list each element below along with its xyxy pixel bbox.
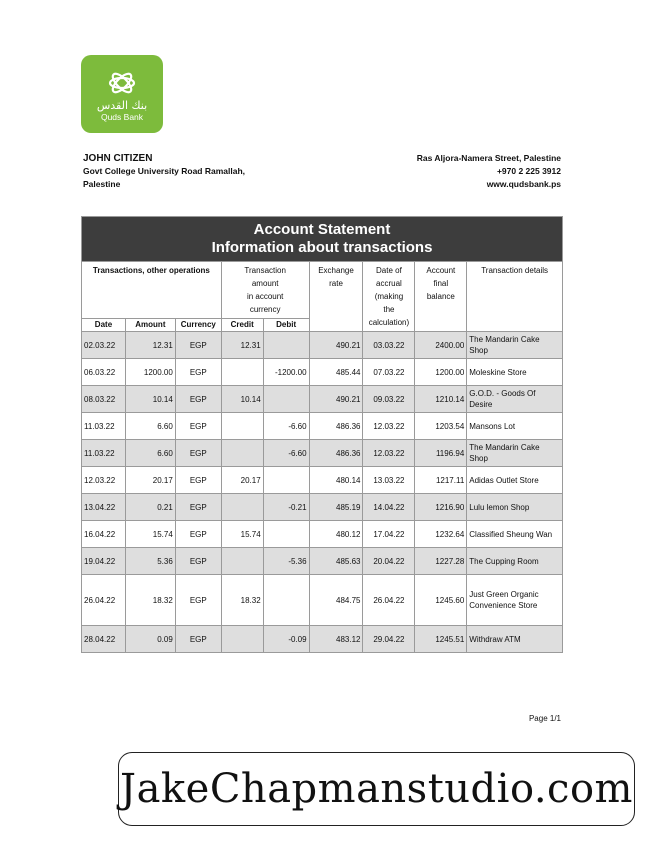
cell-date: 06.03.22 xyxy=(82,359,126,386)
table-row xyxy=(82,386,563,413)
cell-amount: 15.74 xyxy=(125,521,175,548)
table-row xyxy=(82,626,563,653)
customer-address xyxy=(83,152,245,191)
cell-credit: 20.17 xyxy=(221,467,263,494)
cell-currency: EGP xyxy=(175,521,221,548)
cell-exchange-rate: 490.21 xyxy=(309,386,363,413)
cell-amount: 0.09 xyxy=(125,626,175,653)
cell-currency: EGP xyxy=(175,359,221,386)
cell-credit xyxy=(221,548,263,575)
cell-exchange-rate: 480.14 xyxy=(309,467,363,494)
bank-logo xyxy=(81,55,163,133)
cell-amount: 6.60 xyxy=(125,413,175,440)
cell-exchange-rate: 485.19 xyxy=(309,494,363,521)
header-transactions-group: Transactions, other operations xyxy=(82,262,222,319)
cell-credit: 10.14 xyxy=(221,386,263,413)
cell-exchange-rate: 484.75 xyxy=(309,575,363,626)
header-credit: Credit xyxy=(221,319,263,332)
bank-website: www.qudsbank.ps xyxy=(486,179,561,189)
cell-currency: EGP xyxy=(175,440,221,467)
cell-balance: 1227.28 xyxy=(415,548,467,575)
cell-exchange-rate: 480.12 xyxy=(309,521,363,548)
cell-credit: 18.32 xyxy=(221,575,263,626)
watermark-banner xyxy=(118,752,635,826)
table-row xyxy=(82,332,563,359)
cell-date: 08.03.22 xyxy=(82,386,126,413)
cell-date: 26.04.22 xyxy=(82,575,126,626)
cell-currency: EGP xyxy=(175,494,221,521)
cell-currency: EGP xyxy=(175,467,221,494)
cell-balance: 1203.54 xyxy=(415,413,467,440)
cell-date: 16.04.22 xyxy=(82,521,126,548)
cell-balance: 1245.51 xyxy=(415,626,467,653)
cell-details: The Mandarin Cake Shop xyxy=(467,332,563,359)
cell-details: Classified Sheung Wan xyxy=(467,521,563,548)
cell-debit: -6.60 xyxy=(263,440,309,467)
cell-accrual-date: 03.03.22 xyxy=(363,332,415,359)
cell-accrual-date: 29.04.22 xyxy=(363,626,415,653)
cell-date: 19.04.22 xyxy=(82,548,126,575)
table-row xyxy=(82,467,563,494)
cell-accrual-date: 07.03.22 xyxy=(363,359,415,386)
cell-debit xyxy=(263,521,309,548)
header-final-balance: Account final balance xyxy=(415,262,467,332)
header-transaction-amount: Transaction amount in account currency xyxy=(221,262,309,319)
cell-details: Moleskine Store xyxy=(467,359,563,386)
cell-amount: 10.14 xyxy=(125,386,175,413)
cell-amount: 12.31 xyxy=(125,332,175,359)
cell-currency: EGP xyxy=(175,626,221,653)
header-exchange-rate: Exchange rate xyxy=(309,262,363,332)
customer-address-line2: Palestine xyxy=(83,179,121,189)
cell-balance: 1245.60 xyxy=(415,575,467,626)
cell-date: 12.03.22 xyxy=(82,467,126,494)
cell-debit: -0.09 xyxy=(263,626,309,653)
cell-debit: -1200.00 xyxy=(263,359,309,386)
cell-balance: 1217.11 xyxy=(415,467,467,494)
cell-accrual-date: 12.03.22 xyxy=(363,440,415,467)
cell-accrual-date: 14.04.22 xyxy=(363,494,415,521)
cell-accrual-date: 20.04.22 xyxy=(363,548,415,575)
page-number: Page 1/1 xyxy=(528,714,561,723)
cell-amount: 18.32 xyxy=(125,575,175,626)
cell-amount: 6.60 xyxy=(125,440,175,467)
cell-balance: 1210.14 xyxy=(415,386,467,413)
cell-debit: -0.21 xyxy=(263,494,309,521)
cell-accrual-date: 13.03.22 xyxy=(363,467,415,494)
bank-phone: +970 2 225 3912 xyxy=(496,166,561,176)
cell-amount: 5.36 xyxy=(125,548,175,575)
cell-balance: 1200.00 xyxy=(415,359,467,386)
cell-debit: -6.60 xyxy=(263,413,309,440)
cell-amount: 0.21 xyxy=(125,494,175,521)
cell-currency: EGP xyxy=(175,332,221,359)
cell-accrual-date: 09.03.22 xyxy=(363,386,415,413)
cell-credit xyxy=(221,494,263,521)
cell-balance: 1232.64 xyxy=(415,521,467,548)
header-amount: Amount xyxy=(125,319,175,332)
statement-subtitle: Information about transactions xyxy=(211,239,433,256)
watermark-text: JakeChapmanstudio.com xyxy=(120,766,633,812)
cell-details: Just Green Organic Convenience Store xyxy=(467,575,563,626)
cell-details: G.O.D. - Goods Of Desire xyxy=(467,386,563,413)
table-row xyxy=(82,413,563,440)
cell-exchange-rate: 485.44 xyxy=(309,359,363,386)
cell-date: 28.04.22 xyxy=(82,626,126,653)
cell-date: 11.03.22 xyxy=(82,413,126,440)
cell-debit: -5.36 xyxy=(263,548,309,575)
cell-details: Withdraw ATM xyxy=(467,626,563,653)
cell-accrual-date: 26.04.22 xyxy=(363,575,415,626)
cell-details: The Cupping Room xyxy=(467,548,563,575)
cell-date: 02.03.22 xyxy=(82,332,126,359)
cell-balance: 1196.94 xyxy=(415,440,467,467)
cell-credit: 15.74 xyxy=(221,521,263,548)
statement-title: Account Statement xyxy=(253,221,391,238)
cell-details: Lulu lemon Shop xyxy=(467,494,563,521)
cell-details: The Mandarin Cake Shop xyxy=(467,440,563,467)
bank-address: Ras Aljora-Namera Street, Palestine xyxy=(416,153,561,163)
bank-contact xyxy=(417,152,561,191)
logo-english-text: Quds Bank xyxy=(100,111,144,122)
cell-currency: EGP xyxy=(175,548,221,575)
cell-details: Mansons Lot xyxy=(467,413,563,440)
cell-currency: EGP xyxy=(175,386,221,413)
customer-address-line1: Govt College University Road Ramallah, xyxy=(83,166,246,176)
customer-name: JOHN CITIZEN xyxy=(83,153,153,164)
logo-emblem-icon xyxy=(107,69,137,97)
transactions-body xyxy=(82,332,563,653)
cell-credit xyxy=(221,440,263,467)
cell-date: 13.04.22 xyxy=(82,494,126,521)
cell-credit xyxy=(221,359,263,386)
cell-accrual-date: 17.04.22 xyxy=(363,521,415,548)
table-row xyxy=(82,440,563,467)
cell-exchange-rate: 483.12 xyxy=(309,626,363,653)
cell-debit xyxy=(263,332,309,359)
cell-exchange-rate: 485.63 xyxy=(309,548,363,575)
cell-date: 11.03.22 xyxy=(82,440,126,467)
cell-credit xyxy=(221,413,263,440)
header-transaction-details: Transaction details xyxy=(467,262,563,332)
table-row xyxy=(82,359,563,386)
logo-arabic-text: بنك القدس xyxy=(96,98,148,112)
header-accrual-date: Date of accrual (making the calculation) xyxy=(363,262,415,332)
cell-balance: 2400.00 xyxy=(415,332,467,359)
table-row xyxy=(82,494,563,521)
table-row xyxy=(82,575,563,626)
cell-currency: EGP xyxy=(175,575,221,626)
table-row xyxy=(82,521,563,548)
cell-details: Adidas Outlet Store xyxy=(467,467,563,494)
header-debit: Debit xyxy=(263,319,309,332)
cell-currency: EGP xyxy=(175,413,221,440)
cell-balance: 1216.90 xyxy=(415,494,467,521)
cell-amount: 1200.00 xyxy=(125,359,175,386)
cell-exchange-rate: 490.21 xyxy=(309,332,363,359)
header-currency: Currency xyxy=(175,319,221,332)
cell-credit xyxy=(221,626,263,653)
statement-table xyxy=(81,216,563,653)
header-date: Date xyxy=(82,319,126,332)
cell-debit xyxy=(263,386,309,413)
cell-exchange-rate: 486.36 xyxy=(309,413,363,440)
cell-credit: 12.31 xyxy=(221,332,263,359)
cell-exchange-rate: 486.36 xyxy=(309,440,363,467)
cell-debit xyxy=(263,575,309,626)
statement-banner xyxy=(82,217,563,262)
table-row xyxy=(82,548,563,575)
cell-debit xyxy=(263,467,309,494)
cell-accrual-date: 12.03.22 xyxy=(363,413,415,440)
cell-amount: 20.17 xyxy=(125,467,175,494)
